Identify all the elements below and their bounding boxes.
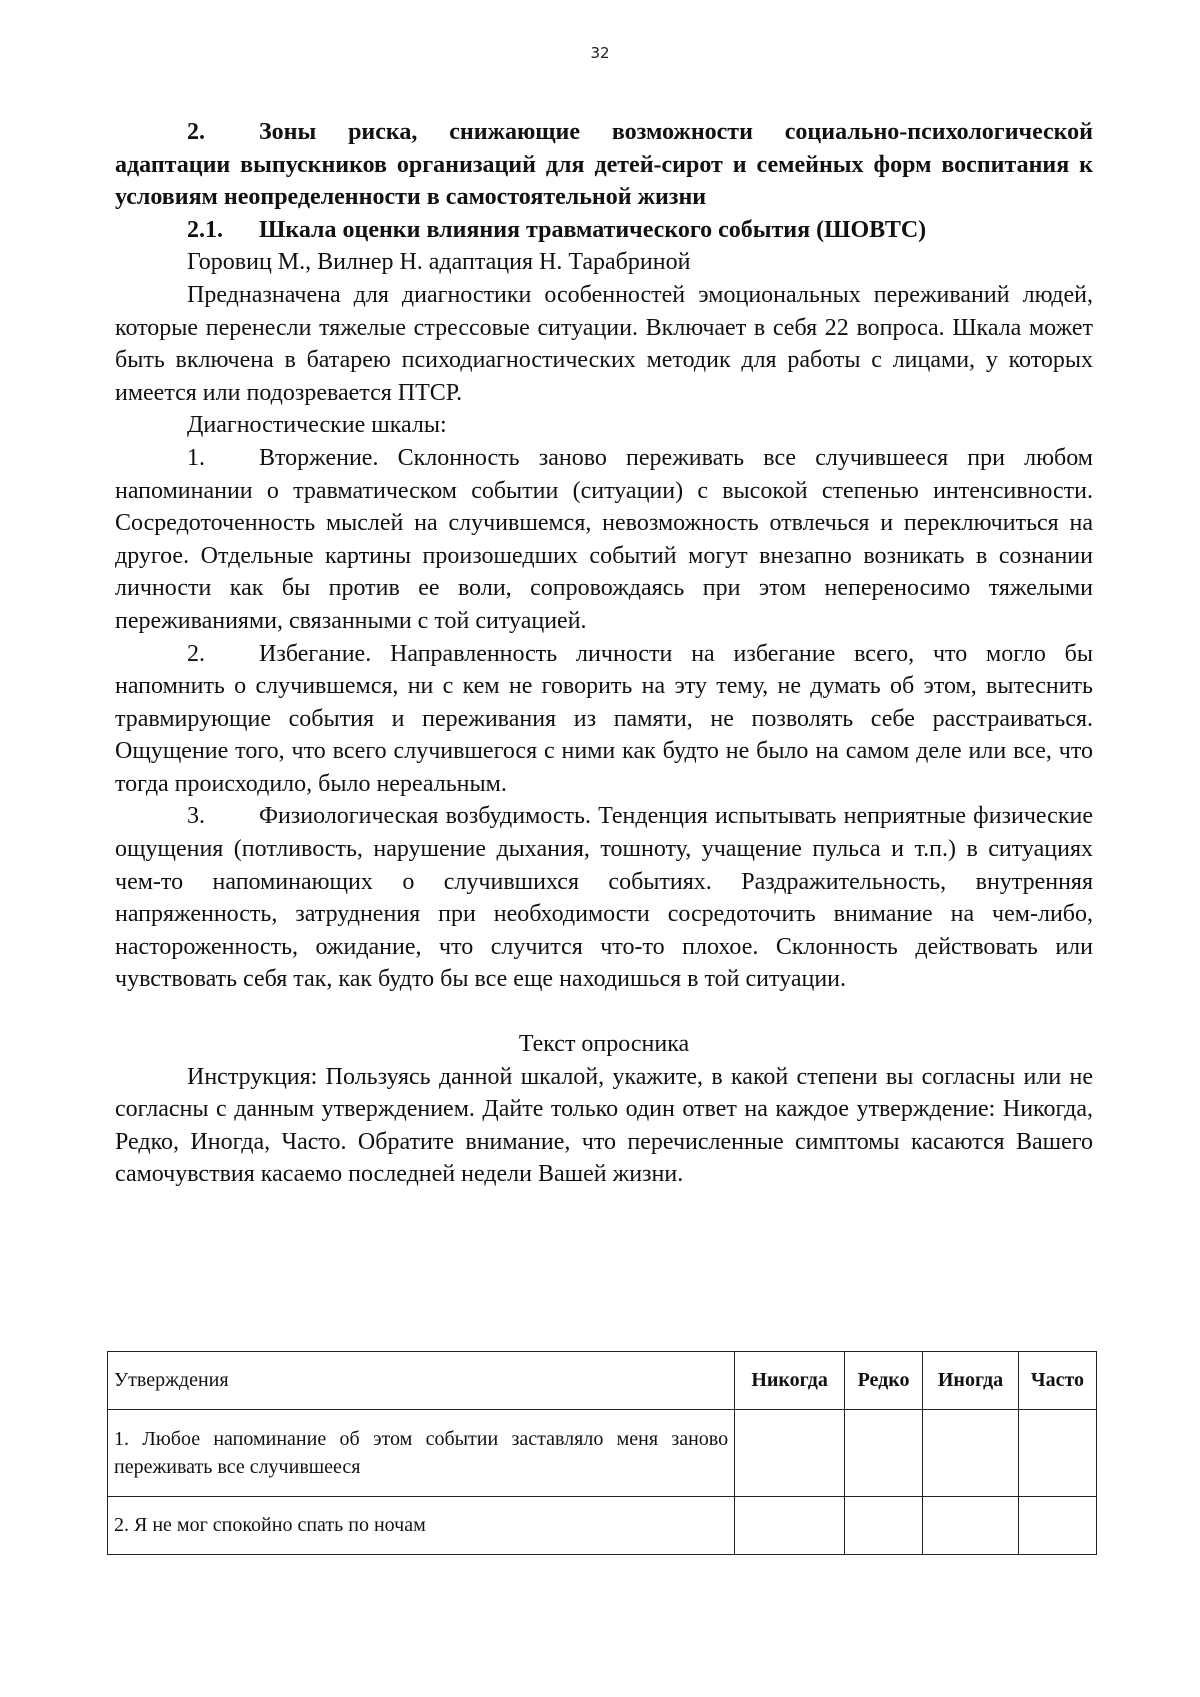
scale-number: 1. — [187, 444, 205, 471]
statement-cell: 2. Я не мог спокойно спать по ночам — [108, 1497, 735, 1555]
subsection-title: Шкала оценки влияния травматического события (ШОВТС) — [259, 216, 927, 243]
header-never: Никогда — [735, 1352, 845, 1410]
header-rarely: Редко — [845, 1352, 923, 1410]
scale-item-arousal — [115, 800, 1093, 996]
subsection-number: 2.1. — [187, 216, 223, 243]
intro-paragraph: Предназначена для диагностики особенностей эмоциональных переживаний людей, которые перенесли тяжелые стрессовые ситуации. Включает в себя 22 вопроса. Шкала может быть включена в батарею психодиагностических методик для работы с лицами, у которых имеется или подозревается ПТСР. — [115, 281, 1093, 406]
scale-text: Избегание. Направленность личности на избегание всего, что могло бы напомнить о случившемся, ни с кем не говорить на эту тему, не думать об этом, вытеснить травмирующие события и переживания из памяти, не позволять себе расстраиваться. Ощущение того, что всего случившегося с ними как будто не было на самом деле или все, что тогда происходило, было нереальным. — [115, 640, 1093, 797]
scale-number: 3. — [187, 803, 205, 830]
table-header-row — [108, 1352, 1097, 1410]
header-statements: Утверждения — [108, 1352, 735, 1410]
authors-line: Горовиц М., Вилнер Н. адаптация Н. Тарабриной — [187, 249, 691, 276]
questionnaire-table-wrapper — [107, 1351, 1097, 1555]
scale-item-avoidance — [115, 638, 1093, 801]
questionnaire-table — [107, 1351, 1097, 1555]
table-row — [108, 1410, 1097, 1497]
answer-cell-sometimes[interactable] — [923, 1497, 1019, 1555]
answer-cell-often[interactable] — [1018, 1410, 1096, 1497]
answer-cell-sometimes[interactable] — [923, 1410, 1019, 1497]
page-number: 32 — [590, 44, 610, 62]
questionnaire-title: Текст опросника — [518, 1031, 690, 1058]
answer-cell-never[interactable] — [735, 1410, 845, 1497]
section-heading — [115, 116, 1093, 214]
answer-cell-never[interactable] — [735, 1497, 845, 1555]
answer-cell-often[interactable] — [1018, 1497, 1096, 1555]
scales-label: Диагностические шкалы: — [187, 412, 447, 439]
table-row — [108, 1497, 1097, 1555]
statement-cell: 1. Любое напоминание об этом событии заставляло меня заново переживать все случившееся — [108, 1410, 735, 1497]
header-sometimes: Иногда — [923, 1352, 1019, 1410]
answer-cell-rarely[interactable] — [845, 1410, 923, 1497]
header-often: Часто — [1018, 1352, 1096, 1410]
instruction-paragraph: Инструкция: Пользуясь данной шкалой, укажите, в какой степени вы согласны или не согласны с данным утверждением. Дайте только один ответ на каждое утверждение: Никогда, Редко, Иногда, Часто. Обратите внимание, что перечисленные симптомы касаются Вашего самочувствия касаемо последней недели Вашей жизни. — [115, 1063, 1093, 1188]
subsection-heading — [115, 214, 1093, 247]
answer-cell-rarely[interactable] — [845, 1497, 923, 1555]
scale-number: 2. — [187, 640, 205, 667]
section-number: 2. — [187, 119, 205, 145]
section-title: Зоны риска, снижающие возможности социально-психологической адаптации выпускников организаций для детей-сирот и семейных форм воспитания к условиям неопределенности в самостоятельной жизни — [115, 119, 1093, 211]
scale-text: Вторжение. Склонность заново переживать все случившееся при любом напоминании о травматическом событии (ситуации) с высокой степенью интенсивности. Сосредоточенность мыслей на случившемся, невозможность отвлечься и переключиться на другое. Отдельные картины произошедших событий могут внезапно возникать в сознании личности как бы против ее воли, сопровождаясь при этом непереносимо тяжелыми переживаниями, связанными с той ситуацией. — [115, 444, 1093, 634]
scale-text: Физиологическая возбудимость. Тенденция испытывать неприятные физические ощущения (потливость, нарушение дыхания, тошноту, учащение пульса и т.п.) в ситуациях чем-то напоминающих о случившихся событиях. Раздражительность, внутренняя напряженность, затруднения при необходимости сосредоточить внимание на чем-либо, настороженность, ожидание, что случится что-то плохое. Склонность действовать или чувствовать себя так, как будто бы все еще находишься в той ситуации. — [115, 803, 1093, 993]
page-content — [115, 116, 1093, 1191]
scale-item-intrusion — [115, 442, 1093, 638]
